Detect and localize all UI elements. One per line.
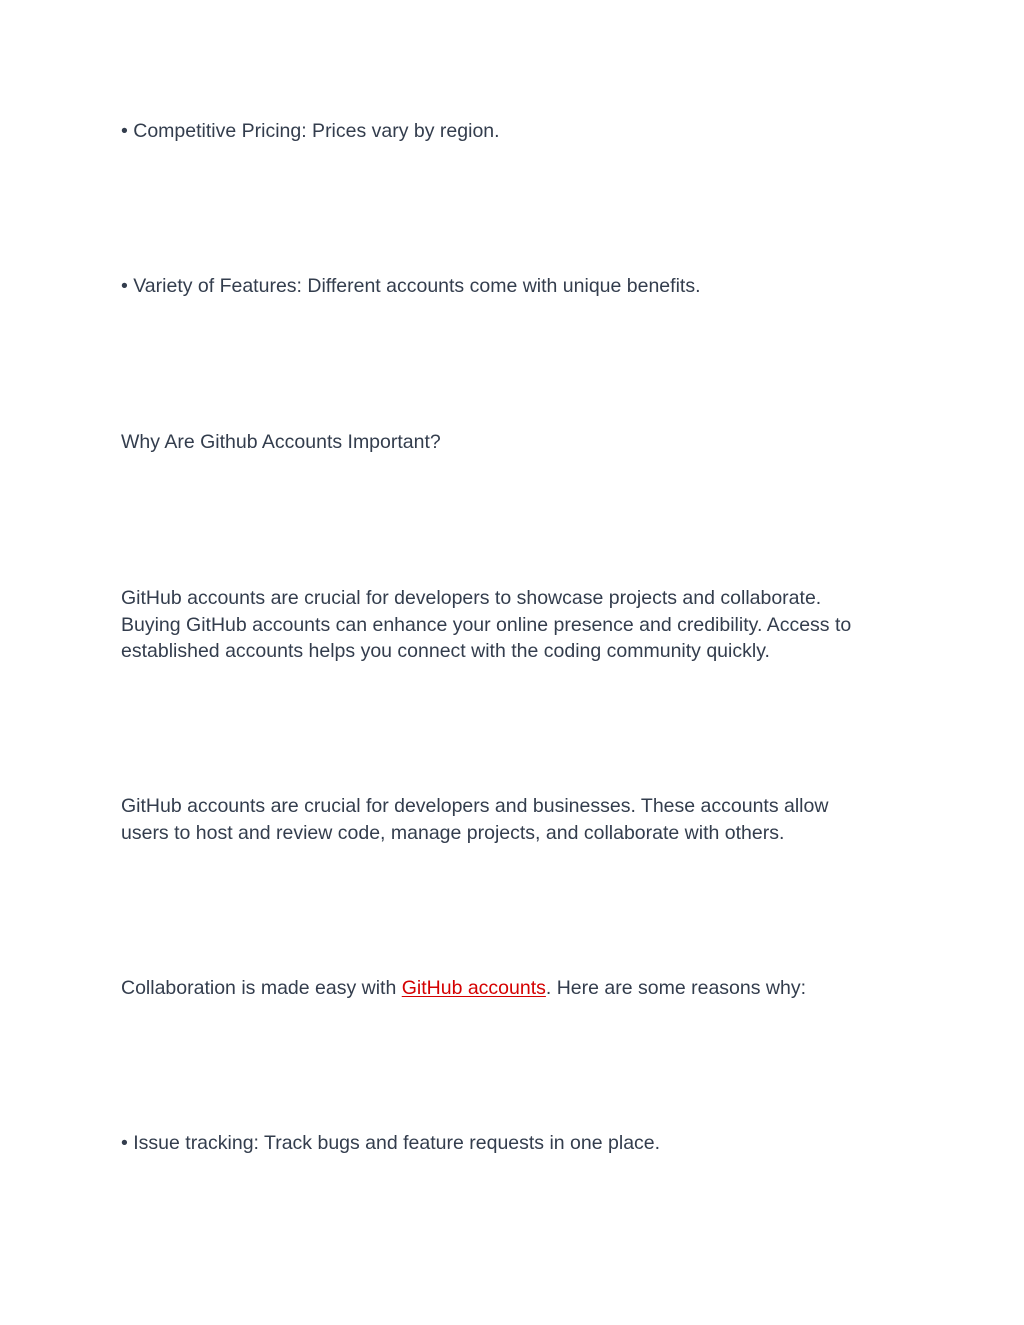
bullet-issue-tracking-text: • Issue tracking: Track bugs and feature requests in one place. <box>121 1132 661 1154</box>
paragraph-businesses-line-2: users to host and review code, manage projects, and collaborate with others. <box>121 821 785 844</box>
paragraph-showcase-line-2: Buying GitHub accounts can enhance your online presence and credibility. Access to <box>121 613 852 636</box>
paragraph-collaboration-line <box>121 975 911 1002</box>
bullet-variety-of-features <box>121 273 911 300</box>
section-heading-importance <box>121 429 911 456</box>
bullet-competitive-pricing-text: • Competitive Pricing: Prices vary by region. <box>121 120 500 142</box>
paragraph-showcase <box>121 585 911 665</box>
paragraph-collaboration <box>121 975 911 1002</box>
bullet-variety-of-features-text: • Variety of Features: Different accounts come with unique benefits. <box>121 275 701 297</box>
collaboration-text-after-link: . Here are some reasons why: <box>545 977 806 999</box>
bullet-competitive-pricing <box>121 118 911 145</box>
section-heading-importance-text: Why Are Github Accounts Important? <box>121 431 441 453</box>
github-accounts-link[interactable]: GitHub accounts <box>401 977 546 999</box>
paragraph-showcase-line-1: GitHub accounts are crucial for developers to showcase projects and collaborate. <box>121 587 822 609</box>
paragraph-businesses <box>121 793 911 846</box>
paragraph-businesses-line-1: GitHub accounts are crucial for developers and businesses. These accounts allow <box>121 795 829 817</box>
bullet-issue-tracking <box>121 1130 911 1157</box>
collaboration-text-before-link: Collaboration is made easy with <box>121 977 402 999</box>
paragraph-showcase-line-3: established accounts helps you connect with the coding community quickly. <box>121 640 770 662</box>
